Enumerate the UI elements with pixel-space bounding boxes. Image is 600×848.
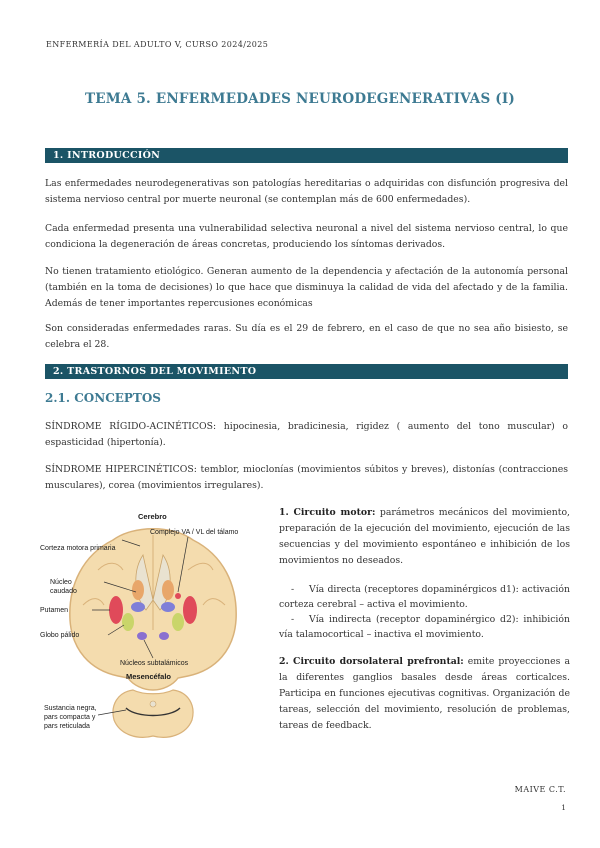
page-number: 1 — [561, 803, 566, 812]
bullet-via-directa-text: Vía directa (receptores dopaminérgicos d1): activación corteza cerebral – activa el movimiento. — [279, 584, 570, 610]
caudate-left — [132, 580, 144, 600]
thalamus-right — [161, 602, 175, 612]
subthalamic-right — [159, 632, 169, 640]
bullet-via-indirecta-text: Vía indirecta (receptor dopaminérgico d2): inhibición vía talamocortical – inactiva el movimiento. — [279, 614, 570, 640]
footer-author: MAIVE C.T. — [514, 785, 566, 794]
bullet-via-indirecta — [279, 612, 570, 642]
section-heading-trastornos: 2. TRASTORNOS DEL MOVIMIENTO — [45, 364, 568, 379]
putamen-right — [183, 596, 197, 624]
label-sustancia-3: pars reticulada — [44, 723, 90, 730]
label-globo: Globo pálido — [40, 632, 80, 639]
midbrain-shape — [113, 690, 193, 737]
label-putamen: Putamen — [40, 607, 69, 614]
globus-pallidus-right — [172, 613, 184, 631]
circuit-prefrontal-title: 2. Circuito dorsolateral prefrontal: — [279, 656, 464, 667]
caudate-right — [162, 580, 174, 600]
circuit-prefrontal-paragraph — [279, 654, 570, 734]
label-caudado: caudado — [50, 588, 77, 595]
label-nucleo: Núcleo — [50, 579, 72, 586]
circuit-motor-paragraph — [279, 505, 570, 569]
bullet-dash: - — [291, 584, 295, 595]
circuit-motor-text: parámetros mecánicos del movimiento, preparación de la ejecución del movimiento, ejecución de las secuencias y del movimiento espontáneo e inhibición de los movimientos no deseados. — [279, 507, 571, 566]
intro-paragraph-2: Cada enfermedad presenta una vulnerabilidad selectiva neuronal a nivel del sistema nervioso central, lo que condiciona la degeneración de áreas concretas, produciendo los síntomas derivados. — [45, 223, 568, 250]
putamen-left — [109, 596, 123, 624]
label-complejo: Complejo VA / VL del tálamo — [150, 529, 239, 536]
subsection-heading-conceptos: 2.1. CONCEPTOS — [45, 391, 161, 405]
bullet-dash: - — [291, 614, 295, 625]
label-sustancia-1: Sustancia negra, — [44, 705, 97, 712]
circuit-prefrontal-text: emite proyecciones a la diferentes ganglios basales desde áreas corticalces. Participa en funciones ejecutivas cognitivas. Organización de tareas, selección del movimiento, resolución de problemas, tareas de feedback. — [279, 656, 570, 731]
intro-paragraph-1: Las enfermedades neurodegenerativas son patologías hereditarias o adquiridas con disfunción progresiva del sistema nervioso central por muerte neuronal (se contemplan más de 600 enfermedades). — [45, 178, 568, 205]
label-mesencefalo: Mesencéfalo — [126, 672, 172, 681]
subthalamic-left — [137, 632, 147, 640]
thalamus-left — [131, 602, 145, 612]
bullet-via-directa — [279, 582, 570, 612]
basal-ganglia-figure — [38, 510, 268, 745]
page-title: TEMA 5. ENFERMEDADES NEURODEGENERATIVAS (I) — [84, 91, 515, 107]
label-cerebro: Cerebro — [138, 512, 167, 521]
label-sustancia-2: pars compacta y — [44, 714, 96, 721]
concepts-paragraph-hipercinetico: SÍNDROME HIPERCINÉTICOS: temblor, mioclonías (movimientos súbitos y breves), distonías (contracciones musculares), corea (movimientos irregulares). — [45, 464, 568, 491]
globus-pallidus-left — [122, 613, 134, 631]
running-header: ENFERMERÍA DEL ADULTO V, CURSO 2024/2025 — [46, 40, 269, 49]
intro-paragraph-3: No tienen tratamiento etiológico. Generan aumento de la dependencia y afectación de la autonomía personal (también en la toma de decisiones) lo que hace que disminuya la calidad de vida del afectado y de la familia. Además de tener importantes repercusiones económicas — [45, 266, 568, 309]
label-corteza: Corteza motora primaria — [40, 545, 116, 552]
circuit-motor-title: 1. Circuito motor: — [279, 507, 376, 518]
section-heading-introduccion: 1. INTRODUCCIÓN — [45, 148, 568, 163]
intro-paragraph-4: Son consideradas enfermedades raras. Su día es el 29 de febrero, en el caso de que no sea año bisiesto, se celebra el 28. — [45, 323, 568, 350]
label-subtalamicos: Núcleos subtalámicos — [120, 660, 189, 667]
aqueduct — [150, 701, 156, 707]
basal-ganglia-illustration — [38, 510, 268, 745]
thalamus-marker — [175, 593, 181, 599]
concepts-paragraph-rigido: SÍNDROME RÍGIDO-ACINÉTICOS: hipocinesia, bradicinesia, rigidez ( aumento del tono muscular) o espasticidad (hipertonía). — [45, 421, 568, 448]
